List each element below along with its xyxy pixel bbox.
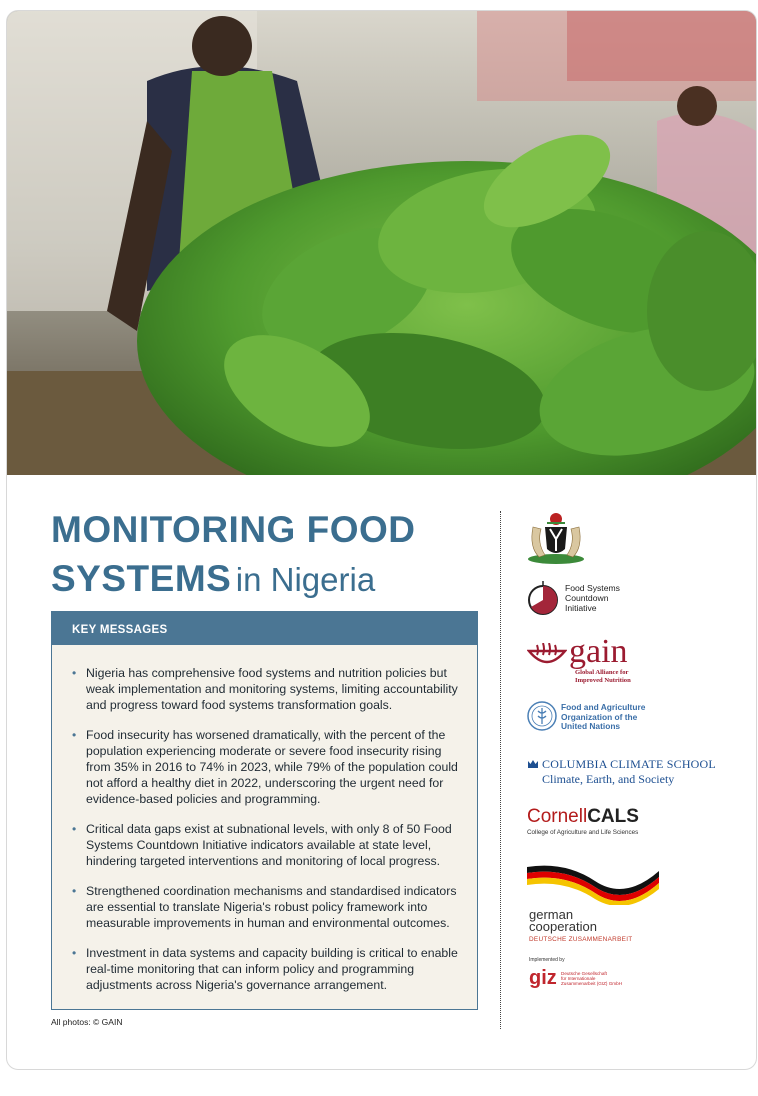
key-messages-heading: KEY MESSAGES	[52, 612, 477, 645]
cornell-sub: College of Agriculture and Life Sciences	[527, 829, 639, 836]
giz-line3: Zusammenarbeit (GIZ) GmbH	[561, 981, 623, 987]
crown-icon	[527, 759, 539, 769]
key-message-item: • Investment in data systems and capacity building is critical to enable real-time monitoring that can inform policy and programming adjustments across Nigeria's governance arrangement.	[86, 945, 459, 993]
key-message-item: • Strengthened coordination mechanisms and standardised indicators are essential to translate Nigeria's robust policy framework into measurable improvements in human and environmental outcomes.	[86, 883, 459, 931]
key-message-item: • Nigeria has comprehensive food systems and nutrition policies but weak implementation and monitoring systems, limiting accountability and progress toward food systems transformation goals.	[86, 665, 459, 713]
giz-line1: Deutsche Gesellschaft	[561, 971, 607, 976]
gain-bowl-icon	[527, 643, 567, 669]
german-line2: cooperation	[529, 919, 597, 934]
german-line1: german	[529, 907, 574, 922]
fao-line1: Food and Agriculture	[561, 702, 646, 712]
title-regular: in Nigeria	[235, 561, 376, 598]
gain-line1: Global Alliance for	[575, 669, 629, 676]
nigeria-coat-of-arms-logo	[525, 507, 587, 570]
fao-line3: United Nations	[561, 721, 621, 732]
cals-name: CALS	[587, 806, 639, 827]
title-line1: MONITORING FOOD	[51, 509, 416, 550]
gain-line2: Improved Nutrition	[575, 676, 631, 684]
german-line3: DEUTSCHE ZUSAMMENARBEIT	[529, 936, 633, 943]
columbia-line1: COLUMBIA CLIMATE SCHOOL	[542, 757, 716, 771]
page-title	[51, 509, 471, 607]
key-message-item: • Critical data gaps exist at subnational levels, with only 8 of 50 Food Systems Countdown Initiative indicators available at state level, hindering targeted interventions and monitoring of local progress.	[86, 821, 459, 869]
key-messages-panel	[51, 611, 478, 1010]
gain-name: gain	[569, 633, 628, 670]
fsci-line1: Food Systems	[565, 583, 620, 593]
giz-implemented: Implemented by	[529, 957, 565, 963]
german-flag-swoosh-icon	[525, 859, 665, 905]
coat-of-arms-icon	[525, 507, 587, 565]
partner-logos	[525, 11, 745, 1069]
dotted-divider	[500, 511, 501, 1029]
key-messages-list	[52, 645, 477, 993]
page	[6, 10, 757, 1070]
fsci-line2: Countdown	[565, 593, 609, 603]
columbia-line2: Climate, Earth, and Society	[542, 772, 675, 786]
key-message-item: • Food insecurity has worsened dramatically, with the percent of the population experiencing moderate or severe food insecurity rising from 35% in 2016 to 74% in 2023, while 79% of the population could not afford a healthy diet in 2022, underscoring the urgent need for evidence-based policies and programming.	[86, 727, 459, 807]
title-line2: SYSTEMS	[51, 558, 232, 599]
giz-line2: für Internationale	[561, 976, 596, 982]
fsci-line3: Initiative	[565, 603, 597, 613]
photo-credit: All photos: © GAIN	[51, 1017, 123, 1027]
giz-name: giz	[529, 967, 557, 989]
fao-emblem-icon	[527, 701, 557, 731]
fao-line2: Organization of the	[561, 711, 638, 722]
fsci-icon	[527, 581, 559, 615]
cornell-name: Cornell	[527, 806, 588, 827]
